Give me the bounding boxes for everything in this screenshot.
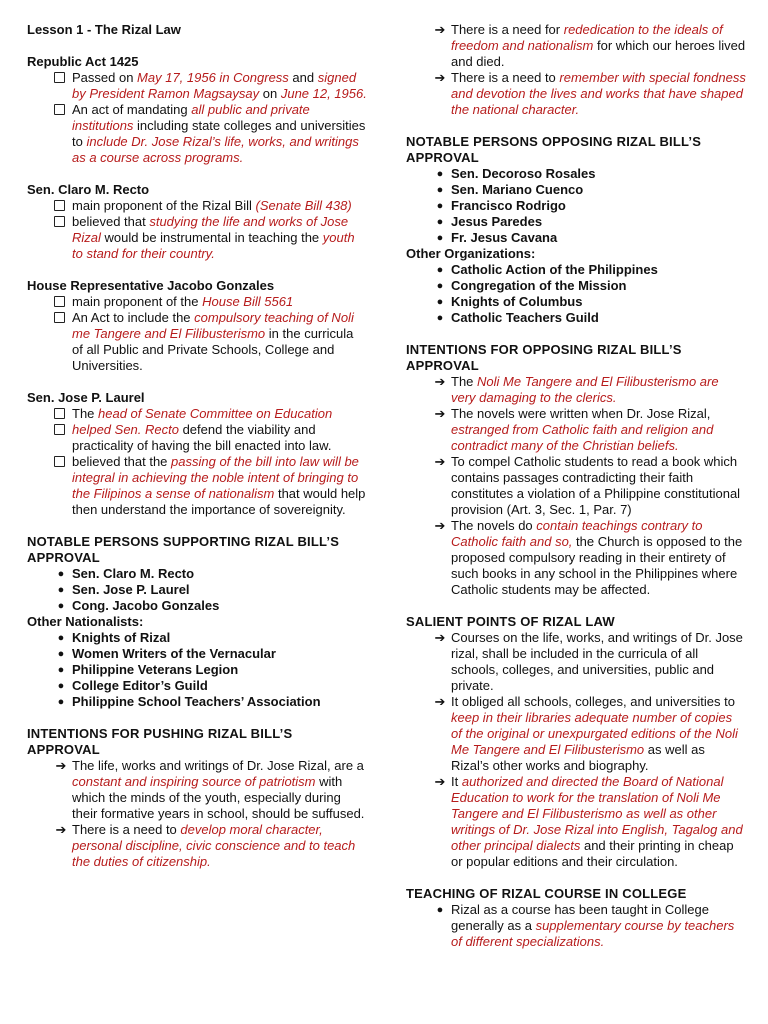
dot-bullet-icon: ● <box>436 216 444 228</box>
body-text: The <box>72 406 99 421</box>
list-item <box>27 294 367 310</box>
arrow-bullet-icon: ➔ <box>55 758 67 773</box>
list-item <box>406 902 746 950</box>
item-list <box>27 758 367 870</box>
body-text: Francisco Rodrigo <box>451 198 566 213</box>
emphasis-text: (Senate Bill 438) <box>255 198 352 213</box>
list-item <box>406 518 746 598</box>
item-list <box>27 566 367 614</box>
list-item <box>27 646 367 662</box>
emphasis-text: rededication to the ideals of freedom and nationalism <box>451 22 723 53</box>
list-item <box>27 758 367 822</box>
arrow-bullet-icon: ➔ <box>434 630 446 645</box>
item-list <box>27 70 367 166</box>
list-item <box>406 70 746 118</box>
item-list <box>27 294 367 374</box>
list-item <box>27 582 367 598</box>
section <box>27 534 367 710</box>
section-heading: NOTABLE PERSONS OPPOSING RIZAL BILL’S APPROVAL <box>406 134 702 165</box>
emphasis-text: authorized and directed the Board of National Education to work for the translation of Noli Me Tangere and El Filibusterismo as well as other writings of Dr. Jose Rizal into English, Tagalog and other principal dialects <box>451 774 743 853</box>
checkbox-icon <box>54 408 65 419</box>
section <box>406 614 746 870</box>
body-text: It <box>451 774 462 789</box>
list-item <box>406 310 746 326</box>
checkbox-icon <box>54 200 65 211</box>
list-item <box>27 662 367 678</box>
body-text: The life, works and writings of Dr. Jose Rizal, are a <box>72 758 364 773</box>
arrow-bullet-icon: ➔ <box>434 374 446 389</box>
body-text: on <box>259 86 281 101</box>
body-text: Courses on the life, works, and writings of Dr. Jose rizal, shall be included in the curricula of all schools, colleges, and universities, public and private. <box>451 630 743 693</box>
body-text: and <box>288 70 318 85</box>
body-text: for which our heroes lived and died. <box>451 38 746 69</box>
list-item <box>406 454 746 518</box>
emphasis-text: House Bill 5561 <box>202 294 294 309</box>
section <box>406 886 746 950</box>
body-text: Philippine School Teachers’ Association <box>72 694 321 709</box>
list-item <box>27 822 367 870</box>
checkbox-icon <box>54 72 65 83</box>
emphasis-text: remember with special fondness and devotion the lives and works that have shaped the national character. <box>451 70 746 117</box>
list-item <box>27 630 367 646</box>
emphasis-text: develop moral character, personal discipline, civic conscience and to teach the duties of citizenship. <box>72 822 356 869</box>
item-list <box>406 374 746 598</box>
body-text: in the curricula of all Public and Private Schools, College and Universities. <box>72 326 354 373</box>
list-item <box>27 198 367 214</box>
checkbox-icon <box>54 104 65 115</box>
body-text: main proponent of the Rizal Bill <box>72 198 256 213</box>
body-text: Fr. Jesus Cavana <box>451 230 558 245</box>
right-column <box>406 0 746 966</box>
body-text: To compel Catholic students to read a book which contains passages contradicting their faith constitutes a violation of a Philippine constitutional provision (Art. 3, Sec. 1, Par. 7) <box>451 454 741 517</box>
dot-bullet-icon: ● <box>57 632 65 644</box>
checkbox-icon <box>54 424 65 435</box>
body-text: The <box>451 374 478 389</box>
body-text: The novels do <box>451 518 537 533</box>
section-heading: Republic Act 1425 <box>27 54 139 69</box>
list-item <box>27 678 367 694</box>
arrow-bullet-icon: ➔ <box>434 454 446 469</box>
body-text: It obliged all schools, colleges, and universities to <box>451 694 735 709</box>
body-text: main proponent of the <box>72 294 203 309</box>
dot-bullet-icon: ● <box>57 568 65 580</box>
arrow-bullet-icon: ➔ <box>55 822 67 837</box>
body-text: Knights of Columbus <box>451 294 583 309</box>
list-item <box>406 230 746 246</box>
dot-bullet-icon: ● <box>57 584 65 596</box>
emphasis-text: studying the life and works of Jose Rizal <box>72 214 349 245</box>
dot-bullet-icon: ● <box>57 680 65 692</box>
list-item <box>27 694 367 710</box>
body-text: Rizal as a course has been taught in College generally as a <box>451 902 709 933</box>
emphasis-text: contain teachings contrary to Catholic faith and so, <box>451 518 703 549</box>
left-column <box>27 0 367 886</box>
arrow-bullet-icon: ➔ <box>434 406 446 421</box>
list-item <box>406 278 746 294</box>
section-heading: INTENTIONS FOR OPPOSING RIZAL BILL’S APPROVAL <box>406 342 682 373</box>
section <box>27 278 367 374</box>
body-text: as well as Rizal’s other works and biography. <box>451 742 705 773</box>
emphasis-text: estranged from Catholic faith and religion and contradict many of the Christian beliefs. <box>451 422 714 453</box>
body-text: Jesus Paredes <box>451 214 543 229</box>
emphasis-text: May 17, 1956 in Congress <box>137 70 289 85</box>
list-item <box>27 422 367 454</box>
sub-heading: Other Nationalists: <box>27 614 144 629</box>
emphasis-text: youth to stand for their country. <box>72 230 355 261</box>
dot-bullet-icon: ● <box>57 664 65 676</box>
section-heading: SALIENT POINTS OF RIZAL LAW <box>406 614 615 629</box>
section <box>27 54 367 166</box>
arrow-bullet-icon: ➔ <box>434 22 446 37</box>
body-text: Philippine Veterans Legion <box>72 662 239 677</box>
body-text: with which the minds of the youth, especially during their formative years in school, should be suffused. <box>72 774 365 821</box>
item-list <box>27 406 367 518</box>
item-list <box>27 630 367 710</box>
sub-heading: Other Organizations: <box>406 246 536 261</box>
emphasis-text: constant and inspiring source of patriotism <box>72 774 316 789</box>
dot-bullet-icon: ● <box>57 600 65 612</box>
list-item <box>27 214 367 262</box>
emphasis-text: helped Sen. Recto <box>72 422 179 437</box>
emphasis-text: signed by President Ramon Magsaysay <box>72 70 357 101</box>
emphasis-text: keep in their libraries adequate number of copies of the original or unexpurgated editions of the Noli Me Tangere and El Filibusterismo <box>451 710 738 757</box>
arrow-bullet-icon: ➔ <box>434 774 446 789</box>
list-item <box>27 102 367 166</box>
item-list <box>406 166 746 246</box>
list-item <box>406 630 746 694</box>
checkbox-icon <box>54 456 65 467</box>
body-text: Sen. Claro M. Recto <box>72 566 195 581</box>
list-item <box>27 406 367 422</box>
body-text: There is a need to <box>451 70 560 85</box>
list-item <box>27 566 367 582</box>
list-item <box>406 198 746 214</box>
section-heading: Sen. Claro M. Recto <box>27 182 150 197</box>
section-heading: Sen. Jose P. Laurel <box>27 390 145 405</box>
body-text: Catholic Teachers Guild <box>451 310 599 325</box>
section <box>27 726 367 870</box>
checkbox-icon <box>54 216 65 227</box>
dot-bullet-icon: ● <box>436 200 444 212</box>
emphasis-text: supplementary course by teachers of different specializations. <box>451 918 735 949</box>
section <box>27 182 367 262</box>
section-heading: INTENTIONS FOR PUSHING RIZAL BILL’S APPROVAL <box>27 726 293 757</box>
body-text: The novels were written when Dr. Jose Rizal, <box>451 406 711 421</box>
list-item <box>406 262 746 278</box>
section-heading: TEACHING OF RIZAL COURSE IN COLLEGE <box>406 886 687 901</box>
section <box>406 342 746 598</box>
checkbox-icon <box>54 312 65 323</box>
dot-bullet-icon: ● <box>57 648 65 660</box>
dot-bullet-icon: ● <box>436 168 444 180</box>
emphasis-text: Noli Me Tangere and El Filibusterismo are very damaging to the clerics. <box>451 374 719 405</box>
list-item <box>27 454 367 518</box>
body-text: Congregation of the Mission <box>451 278 627 293</box>
dot-bullet-icon: ● <box>436 296 444 308</box>
emphasis-text: all public and private institutions <box>72 102 310 133</box>
list-item <box>406 694 746 774</box>
list-item <box>406 406 746 454</box>
lesson-title: Lesson 1 - The Rizal Law <box>27 22 181 37</box>
dot-bullet-icon: ● <box>436 232 444 244</box>
list-item <box>406 22 746 70</box>
emphasis-text: include Dr. Jose Rizal’s life, works, and writings as a course across programs. <box>72 134 359 165</box>
body-text: An act of mandating <box>72 102 192 117</box>
section-heading: NOTABLE PERSONS SUPPORTING RIZAL BILL’S APPROVAL <box>27 534 340 565</box>
body-text: Sen. Jose P. Laurel <box>72 582 190 597</box>
body-text: believed that <box>72 214 150 229</box>
body-text: There is a need to <box>72 822 181 837</box>
item-list <box>406 22 746 118</box>
dot-bullet-icon: ● <box>436 184 444 196</box>
section <box>406 22 746 118</box>
body-text: College Editor’s Guild <box>72 678 208 693</box>
item-list <box>27 198 367 262</box>
list-item <box>27 310 367 374</box>
body-text: the Church is opposed to the proposed compulsory reading in their entirety of such books in any school in the Philippines where Catholic students may be affected. <box>451 534 743 597</box>
arrow-bullet-icon: ➔ <box>434 518 446 533</box>
body-text: defend the viability and practicality of having the bill enacted into law. <box>72 422 332 453</box>
dot-bullet-icon: ● <box>436 264 444 276</box>
list-item <box>406 374 746 406</box>
list-item <box>406 214 746 230</box>
emphasis-text: compulsory teaching of Noli me Tangere and El Filibusterismo <box>72 310 354 341</box>
dot-bullet-icon: ● <box>57 696 65 708</box>
list-item <box>27 70 367 102</box>
dot-bullet-icon: ● <box>436 312 444 324</box>
body-text: Sen. Mariano Cuenco <box>451 182 584 197</box>
dot-bullet-icon: ● <box>436 904 444 916</box>
body-text: Knights of Rizal <box>72 630 171 645</box>
emphasis-text: June 12, 1956. <box>280 86 367 101</box>
section <box>406 134 746 326</box>
section <box>27 390 367 518</box>
body-text: Passed on <box>72 70 138 85</box>
item-list <box>406 262 746 326</box>
emphasis-text: head of Senate Committee on Education <box>98 406 333 421</box>
dot-bullet-icon: ● <box>436 280 444 292</box>
body-text: Catholic Action of the Philippines <box>451 262 658 277</box>
body-text: Sen. Decoroso Rosales <box>451 166 596 181</box>
body-text: Women Writers of the Vernacular <box>72 646 276 661</box>
body-text: There is a need for <box>451 22 564 37</box>
list-item <box>406 182 746 198</box>
list-item <box>27 598 367 614</box>
item-list <box>406 630 746 870</box>
item-list <box>406 902 746 950</box>
body-text: would be instrumental in teaching the <box>100 230 323 245</box>
section-heading: House Representative Jacobo Gonzales <box>27 278 275 293</box>
body-text: Cong. Jacobo Gonzales <box>72 598 220 613</box>
body-text: believed that the <box>72 454 172 469</box>
body-text: that would help then understand the importance of sovereignity. <box>72 486 366 517</box>
arrow-bullet-icon: ➔ <box>434 694 446 709</box>
list-item <box>406 774 746 870</box>
emphasis-text: passing of the bill into law will be integral in achieving the noble intent of bringing to the Filipinos a sense of nationalism <box>72 454 359 501</box>
body-text: including state colleges and universities to <box>72 118 366 149</box>
body-text: An Act to include the <box>72 310 195 325</box>
arrow-bullet-icon: ➔ <box>434 70 446 85</box>
checkbox-icon <box>54 296 65 307</box>
list-item <box>406 294 746 310</box>
body-text: and their printing in cheap or popular editions and their circulation. <box>451 838 734 869</box>
list-item <box>406 166 746 182</box>
